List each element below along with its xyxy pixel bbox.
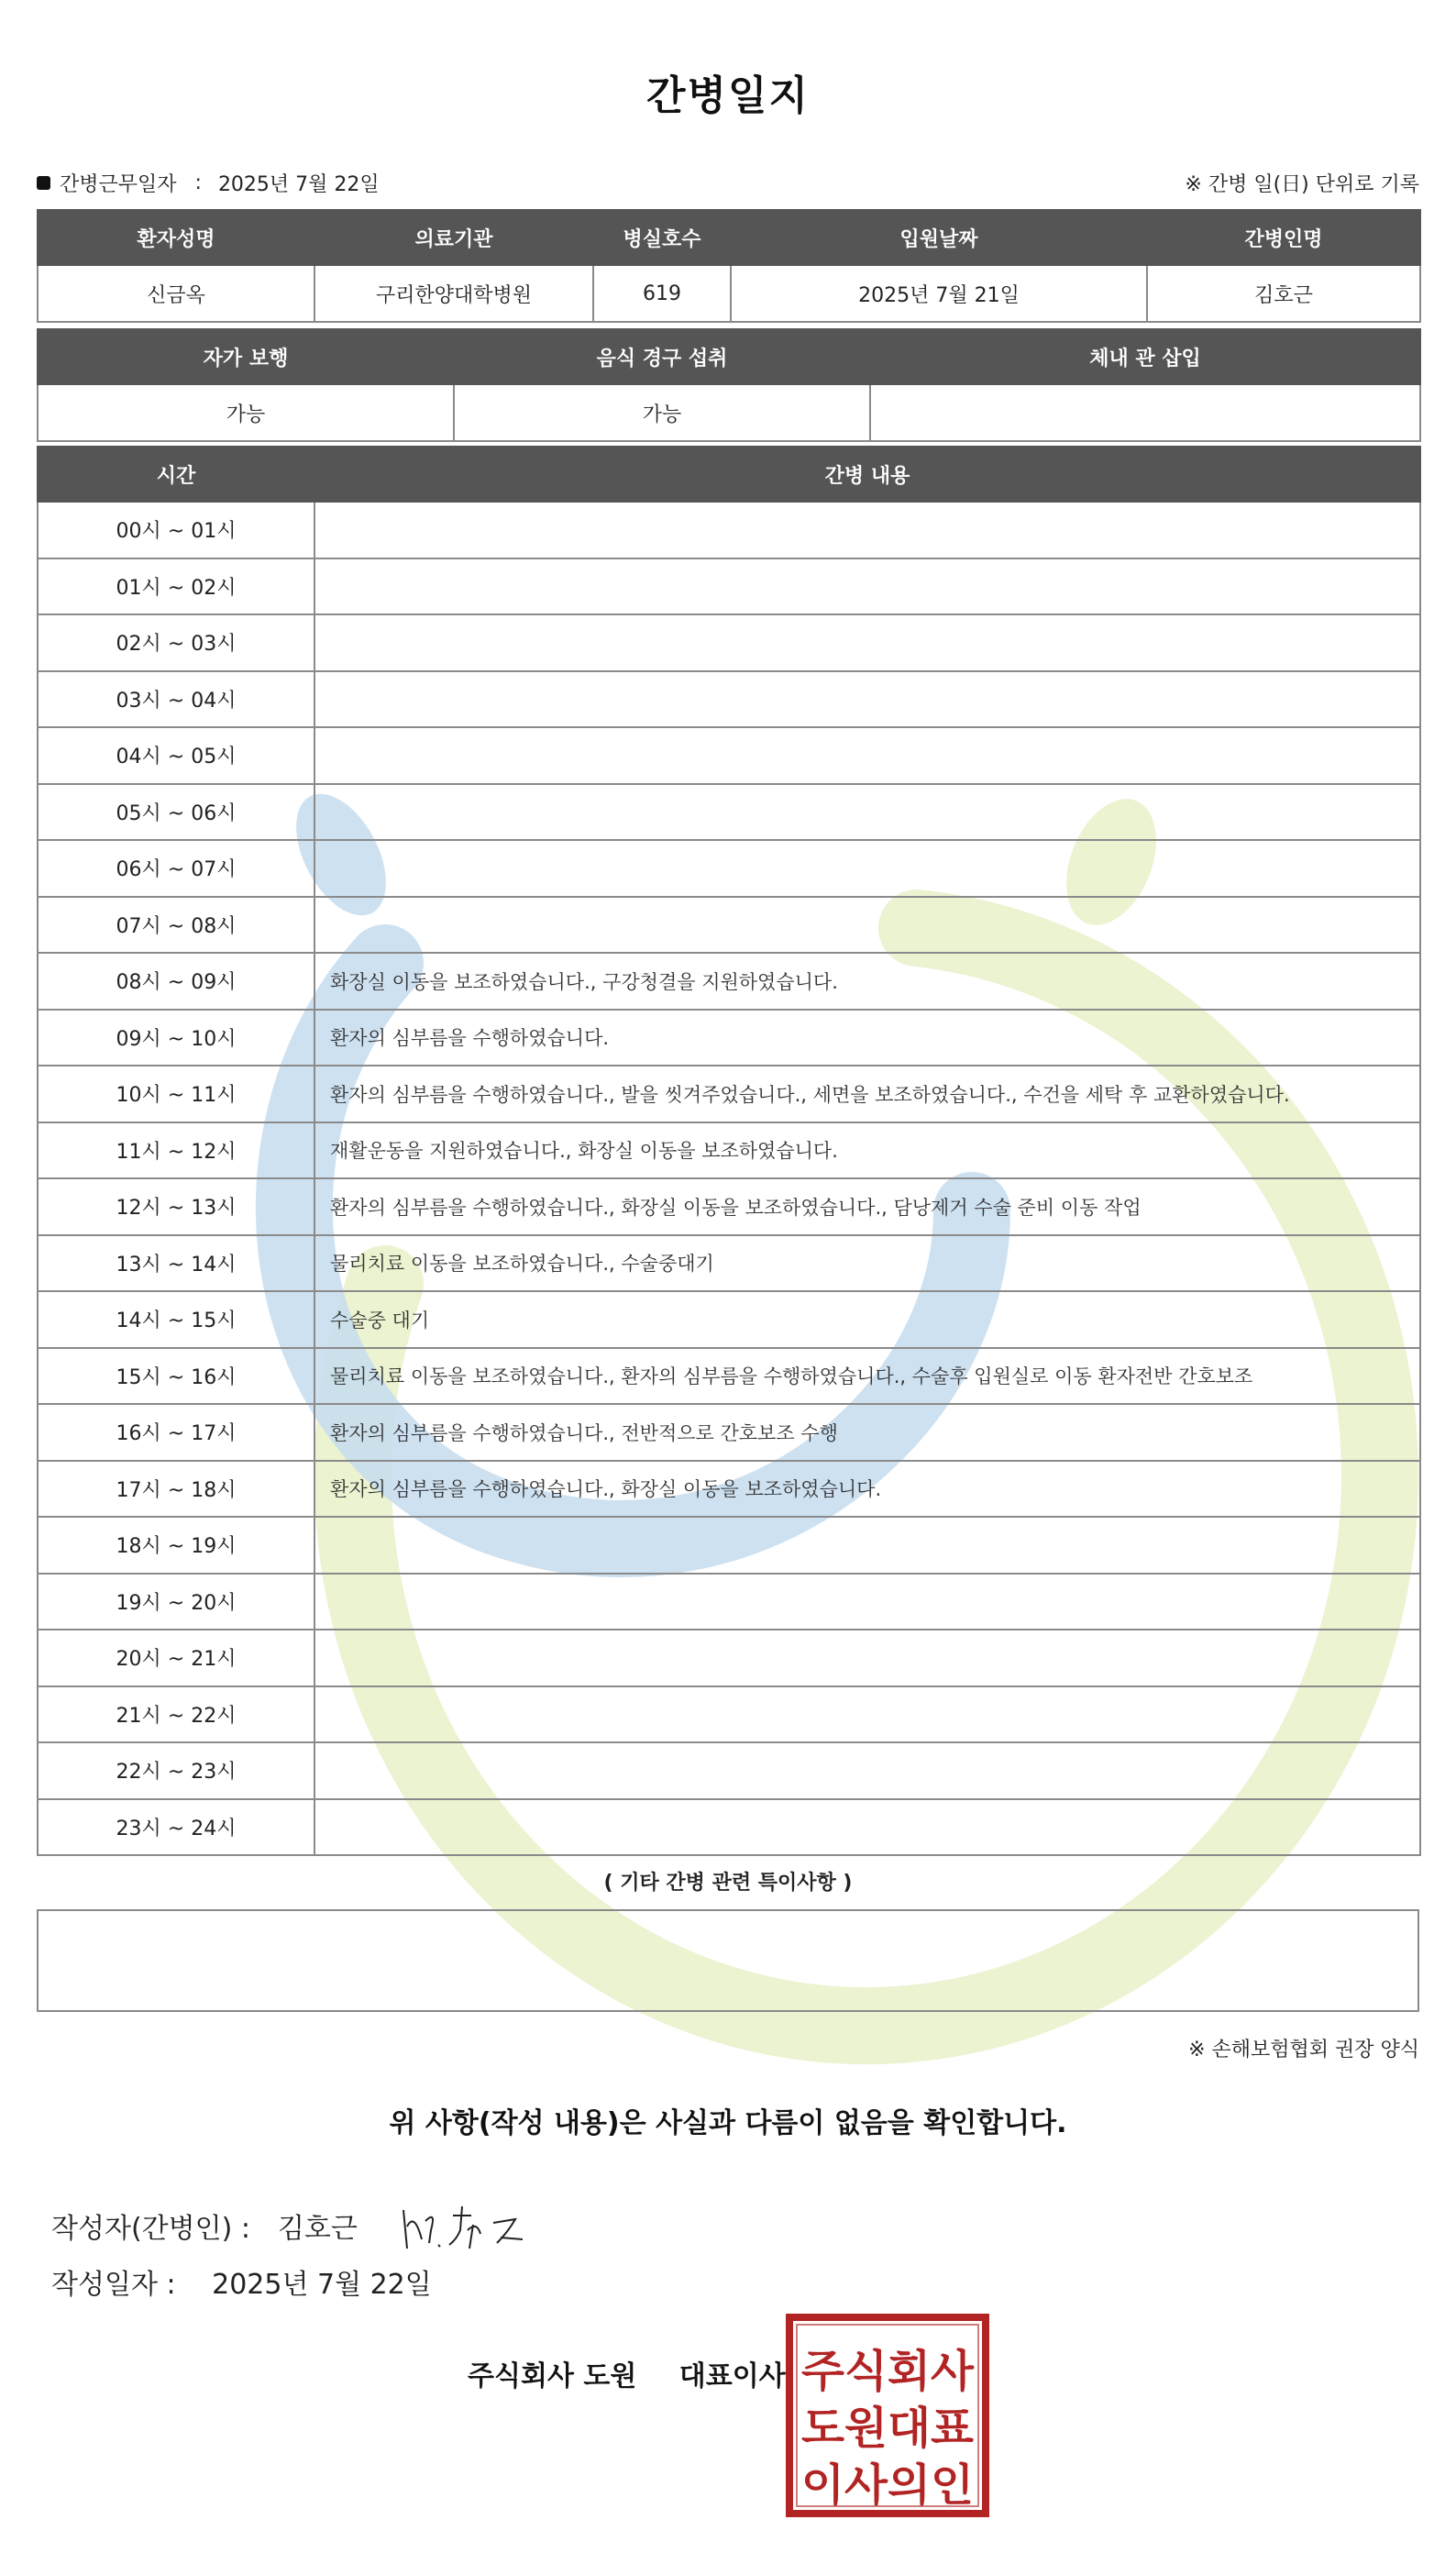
care-log-content xyxy=(314,1742,1420,1799)
header-admission-date: 입원날짜 xyxy=(731,210,1147,265)
header-self-walking: 자가 보행 xyxy=(38,329,454,384)
care-log-content xyxy=(314,502,1420,558)
header-patient-name: 환자성명 xyxy=(38,210,314,265)
header-tube-insertion: 체내 관 삽입 xyxy=(870,329,1420,384)
care-log-row xyxy=(38,840,1420,897)
company-seal-stamp xyxy=(785,2313,990,2518)
care-log-row xyxy=(38,727,1420,784)
care-log-table xyxy=(37,446,1421,1856)
confirmation-statement: 위 사항(작성 내용)은 사실과 다름이 없음을 확인합니다. xyxy=(389,2107,1067,2139)
admission-date: 2025년 7월 21일 xyxy=(731,265,1147,322)
company-name: 주식회사 도원 xyxy=(468,2360,637,2393)
care-log-time: 14시 ~ 15시 xyxy=(38,1291,314,1348)
care-log-time: 17시 ~ 18시 xyxy=(38,1461,314,1518)
care-log-row xyxy=(38,1630,1420,1686)
care-log-row xyxy=(38,1066,1420,1122)
care-log-row xyxy=(38,1574,1420,1630)
patient-info-value-row xyxy=(38,265,1420,322)
writer-line xyxy=(51,2194,550,2258)
care-log-time: 22시 ~ 23시 xyxy=(38,1742,314,1799)
care-log-content xyxy=(314,671,1420,728)
care-log-header-row xyxy=(38,447,1420,502)
company-representative-title: 대표이사 xyxy=(678,2360,786,2393)
care-log-time: 04시 ~ 05시 xyxy=(38,727,314,784)
care-log-time: 09시 ~ 10시 xyxy=(38,1010,314,1066)
writer-label: 작성자(간병인) : xyxy=(51,2213,250,2245)
seal-line-3: 이사의인 xyxy=(801,2459,974,2511)
care-log-row xyxy=(38,1799,1420,1856)
care-log-time: 08시 ~ 09시 xyxy=(38,953,314,1010)
care-log-row xyxy=(38,1686,1420,1743)
care-log-row xyxy=(38,1517,1420,1574)
header-caregiver-name: 간병인명 xyxy=(1147,210,1420,265)
care-log-time: 00시 ~ 01시 xyxy=(38,502,314,558)
work-date xyxy=(37,169,380,197)
seal-line-1: 주식회사 xyxy=(801,2346,975,2397)
patient-status-value-row xyxy=(38,384,1420,441)
remarks-box xyxy=(37,1909,1419,2012)
care-log-content xyxy=(314,727,1420,784)
care-log-time: 19시 ~ 20시 xyxy=(38,1574,314,1630)
square-bullet-icon xyxy=(37,176,50,190)
care-log-time: 23시 ~ 24시 xyxy=(38,1799,314,1856)
care-log-time: 18시 ~ 19시 xyxy=(38,1517,314,1574)
care-log-row xyxy=(38,1178,1420,1235)
care-log-time: 01시 ~ 02시 xyxy=(38,558,314,615)
care-log-time: 07시 ~ 08시 xyxy=(38,897,314,954)
hospital-name: 구리한양대학병원 xyxy=(314,265,593,322)
header-time: 시간 xyxy=(38,447,314,502)
writer-name: 김호근 xyxy=(277,2213,358,2245)
header-room-number: 병실호수 xyxy=(593,210,731,265)
care-log-row xyxy=(38,671,1420,728)
room-number: 619 xyxy=(593,265,731,322)
work-date-value: 2025년 7월 22일 xyxy=(217,173,380,196)
care-log-row xyxy=(38,1122,1420,1179)
patient-name: 신금옥 xyxy=(38,265,314,322)
care-log-content xyxy=(314,840,1420,897)
care-log-row xyxy=(38,1235,1420,1292)
care-log-row xyxy=(38,558,1420,615)
care-log-time: 15시 ~ 16시 xyxy=(38,1348,314,1405)
care-log-time: 02시 ~ 03시 xyxy=(38,614,314,671)
written-date-label: 작성일자 : xyxy=(51,2269,176,2301)
care-log-row xyxy=(38,1404,1420,1461)
work-date-separator: : xyxy=(194,171,202,194)
care-log-time: 13시 ~ 14시 xyxy=(38,1235,314,1292)
care-log-content: 환자의 심부름을 수행하였습니다., 전반적으로 간호보조 수행 xyxy=(314,1404,1420,1461)
caregiver-name: 김호근 xyxy=(1147,265,1420,322)
care-log-row xyxy=(38,1742,1420,1799)
seal-line-2: 도원대표 xyxy=(801,2403,975,2454)
care-log-content xyxy=(314,614,1420,671)
self-walking-value: 가능 xyxy=(38,384,454,441)
care-log-time: 06시 ~ 07시 xyxy=(38,840,314,897)
care-log-time: 10시 ~ 11시 xyxy=(38,1066,314,1122)
handwritten-signature xyxy=(394,2194,550,2258)
remarks-title: ( 기타 간병 관련 특이사항 ) xyxy=(603,1872,853,1895)
care-log-time: 16시 ~ 17시 xyxy=(38,1404,314,1461)
written-date xyxy=(51,2261,432,2302)
patient-info-header-row xyxy=(38,210,1420,265)
care-log-content xyxy=(314,1686,1420,1743)
care-log-content: 환자의 심부름을 수행하였습니다., 화장실 이동을 보조하였습니다., 담낭제거 수술 준비 이동 작업 xyxy=(314,1178,1420,1235)
care-log-content: 환자의 심부름을 수행하였습니다., 발을 씻겨주었습니다., 세면을 보조하였습니다., 수건을 세탁 후 교환하였습니다. xyxy=(314,1066,1420,1122)
care-log-time: 11시 ~ 12시 xyxy=(38,1122,314,1179)
tube-insertion-value xyxy=(870,384,1420,441)
care-log-row xyxy=(38,1010,1420,1066)
care-log-time: 21시 ~ 22시 xyxy=(38,1686,314,1743)
patient-status-table xyxy=(37,328,1421,442)
header-hospital: 의료기관 xyxy=(314,210,593,265)
care-log-content xyxy=(314,558,1420,615)
care-log-row xyxy=(38,614,1420,671)
care-log-row xyxy=(38,784,1420,841)
care-log-time: 05시 ~ 06시 xyxy=(38,784,314,841)
patient-status-header-row xyxy=(38,329,1420,384)
care-log-row xyxy=(38,1291,1420,1348)
document-title: 간병일지 xyxy=(645,72,810,119)
care-log-row xyxy=(38,953,1420,1010)
care-log-time: 20시 ~ 21시 xyxy=(38,1630,314,1686)
care-log-content: 물리치료 이동을 보조하였습니다., 수술중대기 xyxy=(314,1235,1420,1292)
company-signature-line xyxy=(468,2353,786,2393)
work-date-label: 간병근무일자 xyxy=(60,173,177,196)
care-log-content: 화장실 이동을 보조하였습니다., 구강청결을 지원하였습니다. xyxy=(314,953,1420,1010)
care-log-row xyxy=(38,1461,1420,1518)
care-log-time: 12시 ~ 13시 xyxy=(38,1178,314,1235)
care-log-time: 03시 ~ 04시 xyxy=(38,671,314,728)
care-log-content xyxy=(314,1799,1420,1856)
care-log-content: 재활운동을 지원하였습니다., 화장실 이동을 보조하였습니다. xyxy=(314,1122,1420,1179)
oral-intake-value: 가능 xyxy=(454,384,870,441)
patient-info-table xyxy=(37,209,1421,323)
care-log-content: 환자의 심부름을 수행하였습니다., 화장실 이동을 보조하였습니다. xyxy=(314,1461,1420,1518)
care-log-content: 물리치료 이동을 보조하였습니다., 환자의 심부름을 수행하였습니다., 수술후 입원실로 이동 환자전반 간호보조 xyxy=(314,1348,1420,1405)
form-note: ※ 손해보험협회 권장 양식 xyxy=(1188,2039,1419,2061)
care-log-row xyxy=(38,502,1420,558)
care-log-content xyxy=(314,897,1420,954)
header-oral-intake: 음식 경구 섭취 xyxy=(454,329,870,384)
care-log-content: 환자의 심부름을 수행하였습니다. xyxy=(314,1010,1420,1066)
care-log-content xyxy=(314,1574,1420,1630)
unit-note: ※ 간병 일(日) 단위로 기록 xyxy=(1185,173,1419,196)
care-log-content xyxy=(314,1630,1420,1686)
written-date-value: 2025년 7월 22일 xyxy=(212,2269,432,2301)
care-log-content xyxy=(314,784,1420,841)
header-care-content: 간병 내용 xyxy=(314,447,1420,502)
care-log-content xyxy=(314,1517,1420,1574)
care-log-row xyxy=(38,897,1420,954)
care-log-row xyxy=(38,1348,1420,1405)
care-log-content: 수술중 대기 xyxy=(314,1291,1420,1348)
